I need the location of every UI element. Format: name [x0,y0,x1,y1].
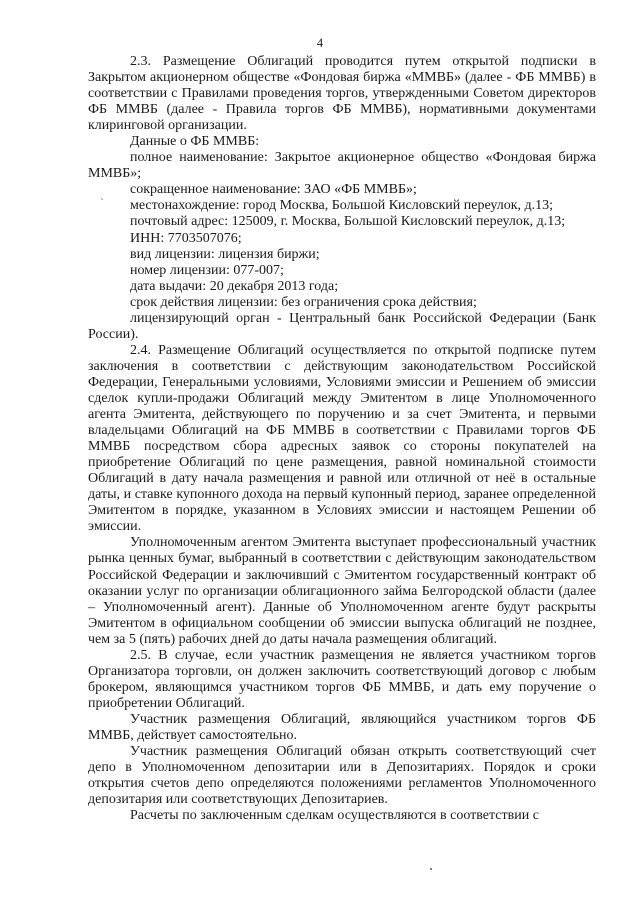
depo-account-paragraph: Участник размещения Облигаций обязан открыть соответствующий счет депо в Уполномоченном депозитарии или в Депозитариях. Порядок и сроки открытия счетов депо определяются положениями регламентов Уполномоченного депозитария или соответствующих Депозитариев. [88,744,596,808]
exchange-postal-address: почтовый адрес: 125009, г. Москва, Большой Кисловский переулок, д.13; [130,214,566,230]
margin-mark: ˋ [100,197,104,209]
paragraph-2-5: 2.5. В случае, если участник размещения не является участником торгов Организатора торговли, он должен заключить соответствующий договор с любым брокером, являющимся участником торгов ФБ ММВБ, и дать ему поручение о приобретении Облигаций. [88,647,596,711]
paragraph-2-4: 2.4. Размещение Облигаций осуществляется по открытой подписке путем заключения в соответствии с действующим законодательством Российской Федерации, Генеральными условиями, Условиями эмиссии и Решением об эмиссии сделок купли-продажи Облигаций между Эмитентом в лице Уполномоченного агента Эмитента, действующего по поручению и за счет Эмитента, и первыми владельцами Облигаций на ФБ ММВБ в соответствии с Правилами торгов ФБ ММВБ посредством сбора адресных заявок со стороны покупателей на приобретение Облигаций по цене размещения, равной номинальной стоимости Облигаций в дату начала размещения и равной или отличной от неё в остальные даты, и ставке купонного дохода на первый купонный период, заранее определенной Эмитентом в порядке, указанном в Условиях эмиссии и настоящем Решении об эмиссии. [88,342,596,535]
participant-acts-independently: Участник размещения Облигаций, являющийся участником торгов ФБ ММВБ, действует самостоятельно. [88,711,596,743]
licensing-authority: лицензирующий орган - Центральный банк Российской Федерации (Банк России). [88,310,596,342]
license-validity: срок действия лицензии: без ограничения срока действия; [130,294,477,310]
exchange-inn: ИНН: 7703507076; [130,230,242,246]
exchange-short-name: сокращенное наименование: ЗАО «ФБ ММВБ»; [130,182,417,198]
license-issue-date: дата выдачи: 20 декабря 2013 года; [130,278,339,294]
exchange-full-name: полное наименование: Закрытое акционерное общество «Фондовая биржа ММВБ»; [88,150,596,182]
settlements-paragraph: Расчеты по заключенным сделкам осуществляются в соответствии с [130,808,539,824]
document-body [88,54,596,824]
page-number: 4 [316,36,324,50]
exchange-location: местонахождение: город Москва, Большой Кисловский переулок, д.13; [130,198,554,214]
authorized-agent-paragraph: Уполномоченным агентом Эмитента выступает профессиональный участник рынка ценных бумаг, выбранный в соответствии с действующим законодательством Российской Федерации и заключивший с Эмитентом государственный контракт об оказании услуг по организации облигационного займа Белгородской области (далее – Уполномоченный агент). Данные об Уполномоченном агенте будут раскрыты Эмитентом в официальном сообщении об эмиссии выпуска облигаций не позднее, чем за 5 (пять) рабочих дней до даты начала размещения облигаций. [88,535,596,647]
license-number: номер лицензии: 077-007; [130,262,284,278]
exchange-data-heading: Данные о ФБ ММВБ: [130,134,260,150]
stray-dot [430,868,432,870]
license-type: вид лицензии: лицензия биржи; [130,246,320,262]
paragraph-2-3: 2.3. Размещение Облигаций проводится путем открытой подписки в Закрытом акционерном обществе «Фондовая биржа «ММВБ» (далее - ФБ ММВБ) в соответствии с Правилами проведения торгов, утвержденными Советом директоров ФБ ММВБ (далее - Правила торгов ФБ ММВБ), нормативными документами клиринговой организации. [88,54,596,134]
